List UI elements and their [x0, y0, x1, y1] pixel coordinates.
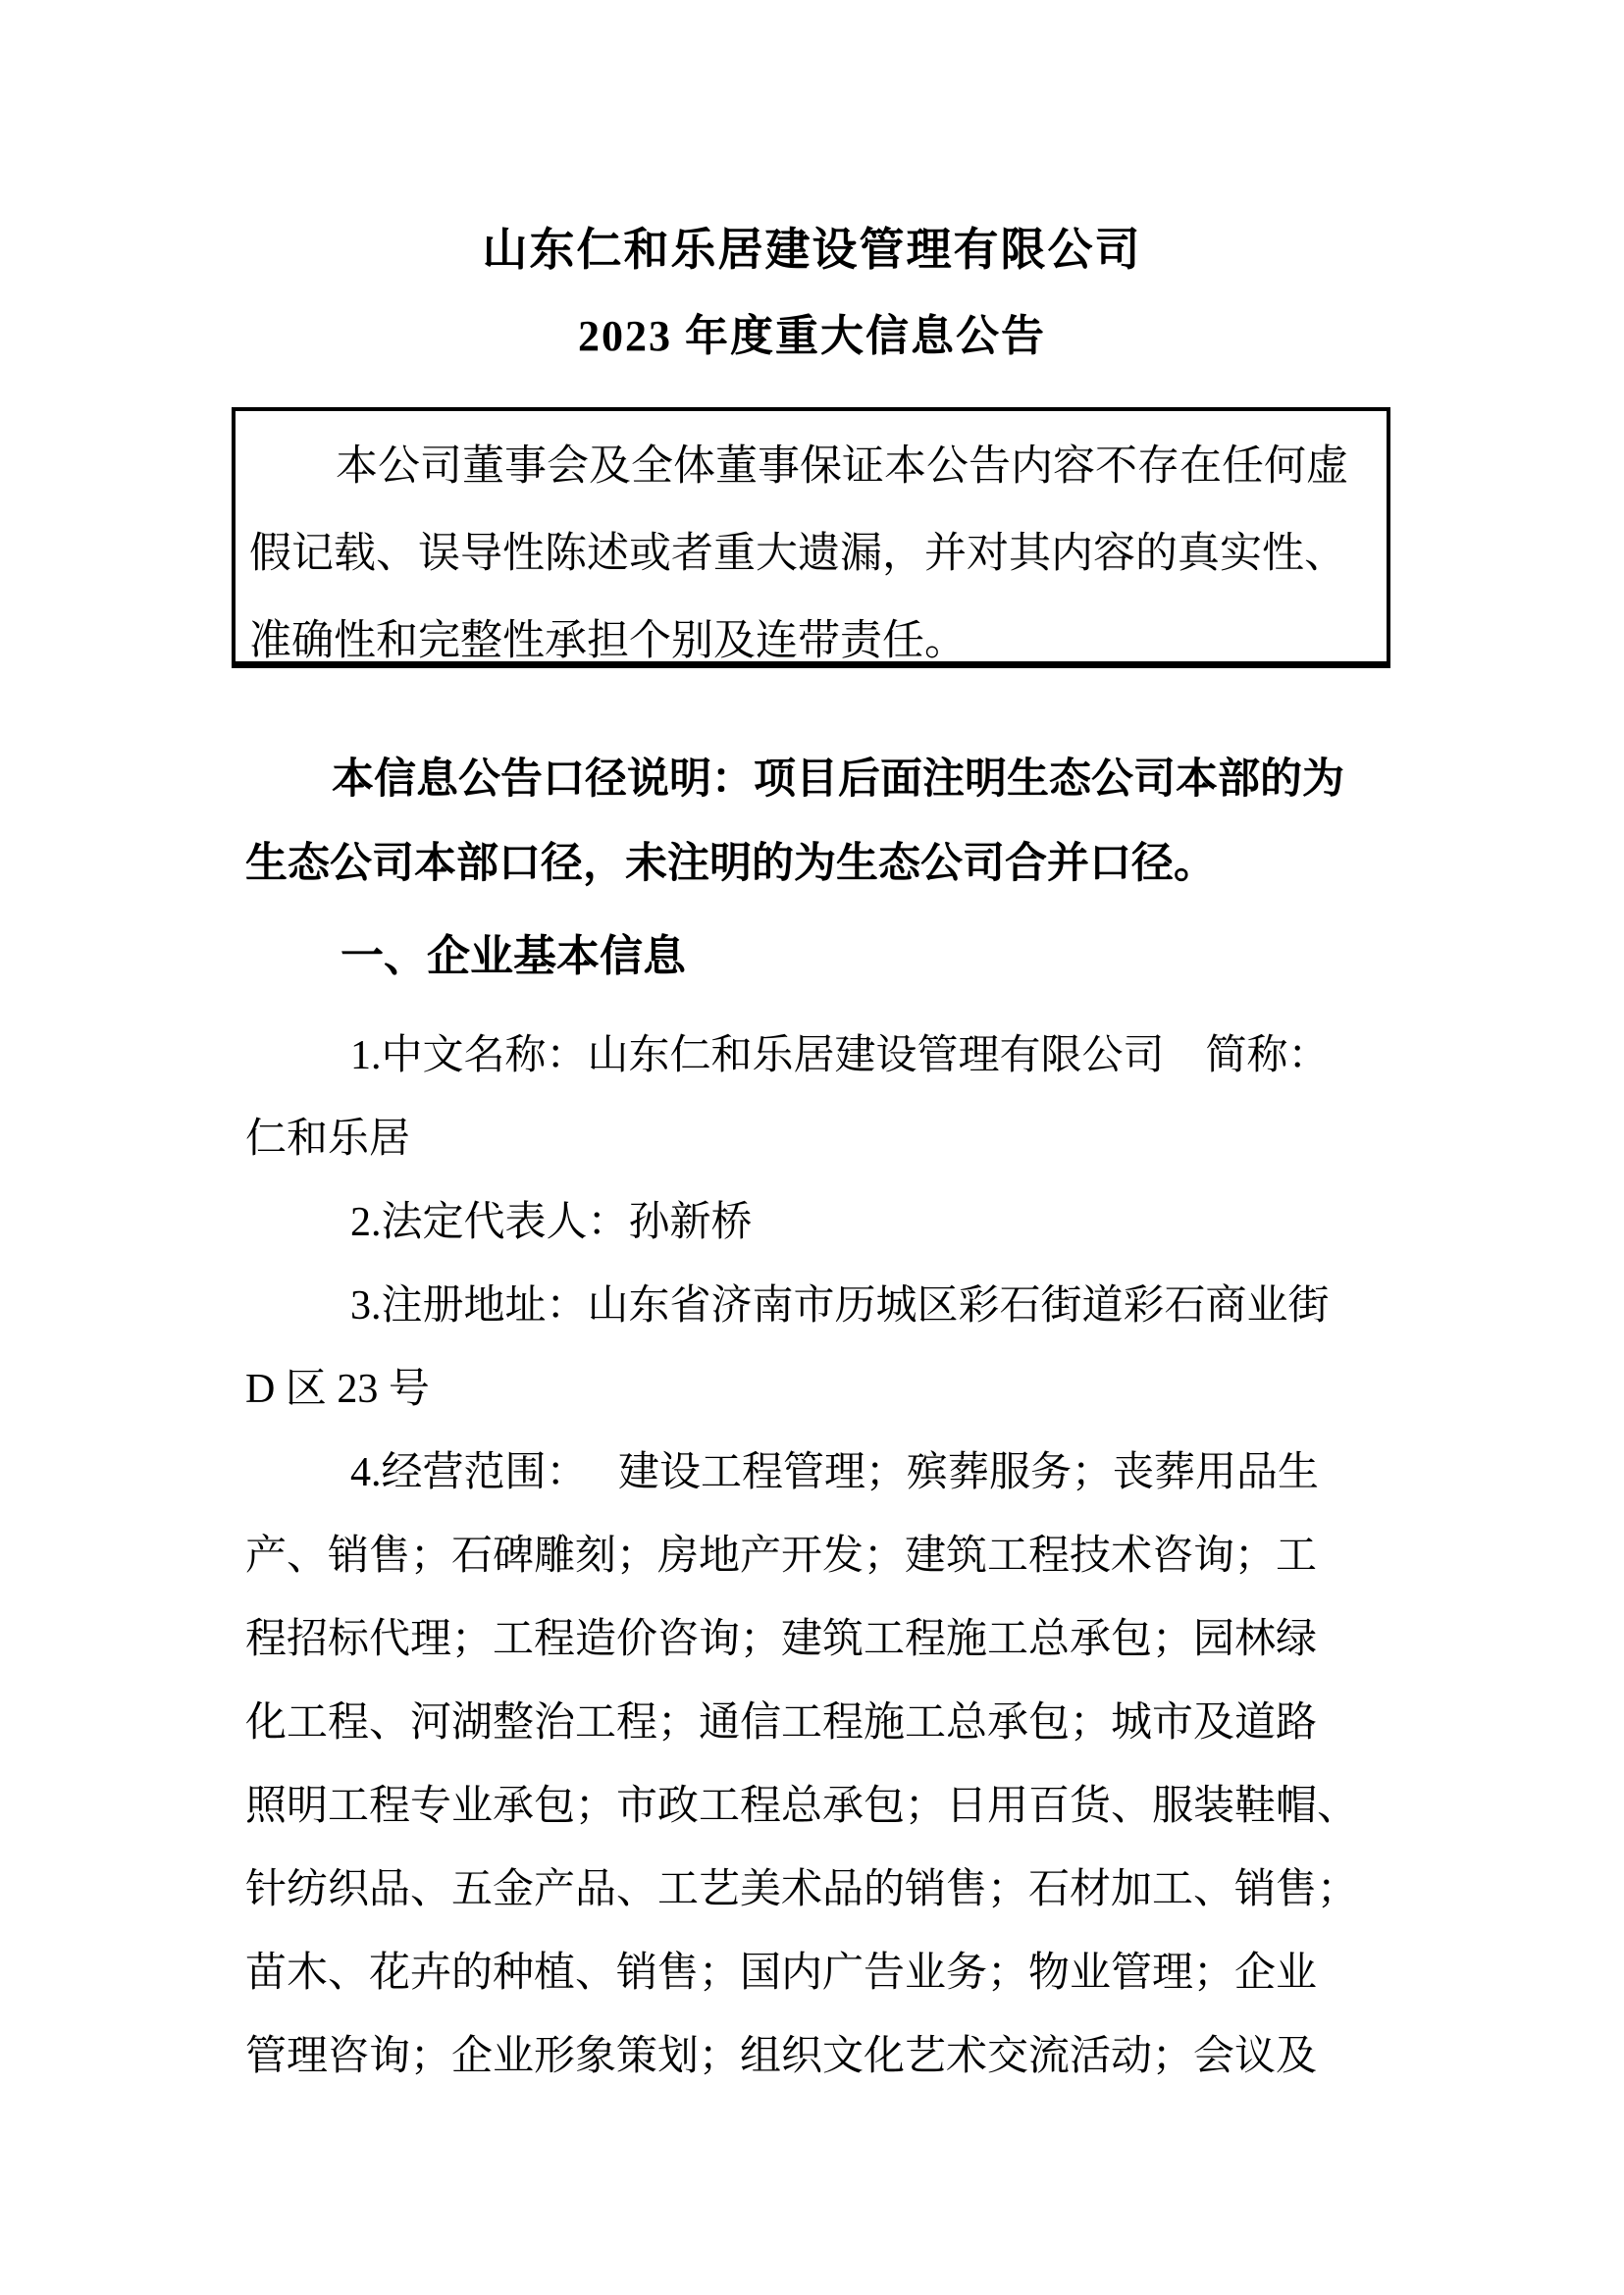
notice-line: 准确性和完整性承担个别及连带责任。: [249, 618, 967, 664]
body-line: 照明工程专业承包；市政工程总承包；日用百货、服装鞋帽、: [245, 1784, 1359, 1829]
caliber-explanation-paragraph: [245, 738, 1398, 907]
document-title: 山东仁和乐居建设管理有限公司: [482, 225, 1142, 275]
document-subtitle: 2023 年度重大信息公告: [578, 312, 1046, 360]
body-line: 苗木、花卉的种植、销售；国内广告业务；物业管理；企业: [245, 1951, 1318, 1996]
body-line: 产、销售；石碑雕刻；房地产开发；建筑工程技术咨询；工: [245, 1534, 1318, 1579]
notice-line: 假记载、误导性陈述或者重大遗漏，并对其内容的真实性、: [249, 531, 1346, 577]
body-line: 针纺织品、五金产品、工艺美术品的销售；石材加工、销售；: [245, 1867, 1359, 1912]
body-line: D 区 23 号: [245, 1367, 430, 1412]
body-line: 化工程、河湖整治工程；通信工程施工总承包；城市及道路: [245, 1700, 1318, 1746]
body-line-item-2-legal-representative: 2.法定代表人：孙新桥: [350, 1200, 753, 1245]
intro-line: 生态公司本部口径，未注明的为生态公司合并口径。: [245, 841, 1216, 887]
intro-line: 本信息公告口径说明：项目后面注明生态公司本部的为: [332, 756, 1344, 803]
body-line-item-1-chinese-name: 1.中文名称：山东仁和乐居建设管理有限公司 简称：: [350, 1033, 1330, 1078]
section-heading-basic-info: 一、企业基本信息: [341, 932, 686, 980]
body-line-item-3-registered-address: 3.注册地址：山东省济南市历城区彩石街道彩石商业街: [350, 1283, 1330, 1329]
company-basic-info-list: [245, 1015, 1398, 2099]
board-guarantee-notice-box: [232, 407, 1390, 668]
body-line-item-4-business-scope: 4.经营范围： 建设工程管理；殡葬服务；丧葬用品生: [350, 1450, 1320, 1495]
body-line: 管理咨询；企业形象策划；组织文化艺术交流活动；会议及: [245, 2034, 1318, 2079]
body-line: 仁和乐居: [245, 1117, 411, 1162]
notice-line: 本公司董事会及全体董事保证本公告内容不存在任何虚: [336, 443, 1348, 490]
body-line: 程招标代理；工程造价咨询；建筑工程施工总承包；园林绿: [245, 1617, 1318, 1662]
